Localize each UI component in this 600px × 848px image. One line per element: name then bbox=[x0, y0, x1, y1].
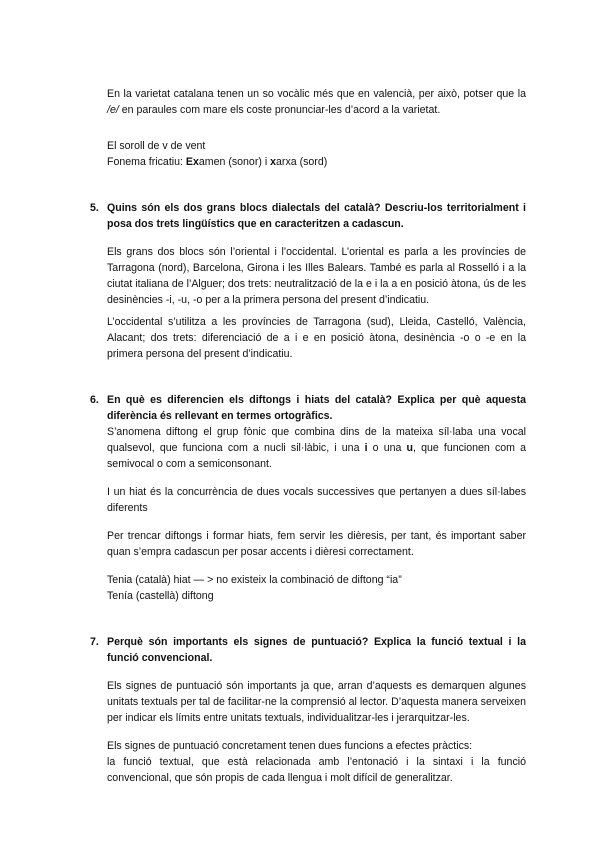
answer-5-paragraph-2: L’occidental s’utilitza a les províncies de Tarragona (sud), Lleida, Castelló, València, Alacant; dos trets: diferenciació de a i e en posició àtona, desinència -o o -e en la primera persona del present d’indicatiu. bbox=[107, 316, 526, 360]
question-6 bbox=[90, 392, 526, 424]
document-body bbox=[90, 86, 526, 786]
bold-vowel-i: i bbox=[364, 442, 368, 454]
question-5 bbox=[90, 200, 526, 232]
question-text: Perquè són importants els signes de puntuació? Explica la funció textual i la funció convencional. bbox=[107, 636, 526, 664]
answer-6-paragraph-3: Per trencar diftongs i formar hiats, fem servir les dièresis, per tant, és important saber quan s’empra cadascun per posar accents i dièresi correctament. bbox=[107, 530, 526, 558]
intro-line-fonema bbox=[107, 154, 526, 170]
intro-text: En la varietat catalana tenen un so vocàlic més que en valencià, per això, potser que la bbox=[107, 88, 526, 100]
fonema-text-2: arxa (sord) bbox=[276, 156, 328, 168]
question-text: Quins són els dos grans blocs dialectals del català? Descriu-los territorialment i posa dos trets lingüístics que en caracteritzen a cadascun. bbox=[107, 202, 526, 230]
fonema-text-1: amen (sonor) i bbox=[198, 156, 271, 168]
answer-text: S’anomena diftong el grup fònic que combina dins de la mateixa síl·laba una vocal qualsevol, que funciona com a nucli sil·làbic, i una bbox=[107, 426, 526, 454]
answer-text: o una bbox=[367, 442, 407, 454]
answer-6-example-2: Tenía (castellà) diftong bbox=[107, 590, 214, 602]
answer-7-paragraph-2: Els signes de puntuació concretament tenen dues funcions a efectes pràctics: bbox=[107, 740, 473, 752]
fonema-bold-2: x bbox=[270, 156, 277, 168]
answer-6-example-1: Tenia (català) hiat — > no existeix la combinació de diftong “ia” bbox=[107, 574, 402, 586]
intro-line-soroll: El soroll de v de vent bbox=[107, 140, 206, 152]
intro-text-end: en paraules com mare els coste pronunciar-les d’acord a la varietat. bbox=[118, 104, 441, 116]
question-7 bbox=[90, 634, 526, 666]
bold-vowel-u: u bbox=[406, 442, 413, 454]
answer-6-paragraph-2: I un hiat és la concurrència de dues vocals successives que pertanyen a dues síl·labes diferents bbox=[107, 486, 526, 514]
question-number: 5. bbox=[90, 202, 99, 214]
intro-phoneme: /e/ bbox=[107, 104, 119, 116]
answer-7-paragraph-3: la funció textual, que està relacionada amb l’entonació i la sintaxi i la funció convencional, que són propis de cada llengua i molt difícil de generalitzar. bbox=[107, 756, 526, 784]
question-number: 7. bbox=[90, 636, 99, 648]
answer-6-paragraph-1 bbox=[107, 424, 526, 472]
intro-paragraph bbox=[107, 86, 526, 118]
fonema-bold-1: Ex bbox=[185, 156, 199, 168]
answer-7-paragraph-1: Els signes de puntuació són importants ja que, arran d’aquests es demarquen algunes unitats textuals per tal de facilitar-ne la comprensió al lector. D’aquesta manera serveixen per indicar els límits entre unitats textuals, individualitzar-les i jerarquitzar-les. bbox=[107, 680, 526, 724]
question-text: En què es diferencien els diftongs i hiats del català? Explica per què aquesta diferència és rellevant en termes ortogràfics. bbox=[107, 394, 526, 422]
answer-text: , que funcionen com a semivocal o com a semiconsonant. bbox=[107, 442, 526, 470]
answer-5-paragraph-1: Els grans dos blocs són l’oriental i l’occidental. L’oriental es parla a les províncies de Tarragona (nord), Barcelona, Girona i les Illes Balears. També es parla al Rosselló i a la ciutat italiana de l’Alguer; dos trets: neutralització de la e i la a en posició àtona, ús de les desinències -i, -u, -o per a la primera persona del present d’indicatiu. bbox=[107, 246, 526, 306]
question-number: 6. bbox=[90, 394, 99, 406]
fonema-label: Fonema fricatiu: bbox=[107, 156, 186, 168]
